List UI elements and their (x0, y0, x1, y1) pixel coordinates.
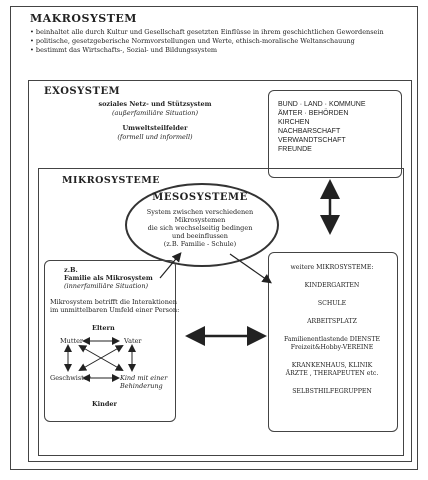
family-label: Familie als Mikrosystem (64, 274, 153, 282)
microsystem-item: KRANKENHAUS, KLINIK ÄRZTE , THERAPEUTEN etc. (285, 362, 379, 377)
kind-label: Kind mit einer Behinderung (120, 374, 168, 390)
makro-bullet: • bestimmt das Wirtschafts-, Sozial- und Bildungssystem (30, 46, 410, 55)
microsystem-item: KINDERGARTEN (304, 282, 360, 289)
institution-item: KIRCHEN (278, 119, 310, 126)
mutter-label: Mutter (60, 337, 84, 345)
meso-line: (z.B. Familie - Schule) (163, 240, 237, 248)
geschwister-label: Geschwister (50, 374, 91, 382)
makrosystem-title: MAKROSYSTEM (30, 12, 137, 25)
exosystem-title: EXOSYSTEM (44, 86, 121, 97)
eltern-label: Eltern (92, 324, 115, 332)
meso-line: und beeinflussen (172, 232, 228, 240)
family-eg: z.B. (64, 266, 78, 274)
institution-item: ÄMTER · BEHÖRDEN (278, 110, 349, 117)
makro-bullet: • politische, gesetzgeberische Normvorstellungen und Werte, ethisch-moralische Weltanschauung (30, 37, 410, 46)
microsystem-item: SELBSTHILFEGRUPPEN (292, 388, 372, 395)
environment-label: Umweltsteilfelder (122, 124, 188, 132)
vater-label: Vater (124, 337, 142, 345)
family-desc-line: Mikrosystem betrifft die Interaktionen (50, 298, 177, 306)
microsystem-item: Familienentlastende DIENSTE Freizeit&Hobby-VEREINE (284, 336, 380, 351)
institution-item: NACHBARSCHAFT (278, 128, 341, 135)
social-net-label: soziales Netz- und Stützsystem (98, 100, 212, 108)
microsystem-item: ARBEITSPLATZ (307, 318, 357, 325)
social-net-sub: (außerfamiliäre Situation) (111, 109, 198, 117)
meso-line: die sich wechselseitig bedingen (147, 224, 253, 232)
family-desc-line: im unmittelbaren Umfeld einer Person: (50, 306, 180, 314)
meso-line: System zwischen verschiedenen Mikrosystemen (146, 208, 254, 224)
meso-others-arrow (230, 254, 270, 282)
mesosysteme-title: MESOSYSTEME (152, 192, 248, 203)
institution-item: BUND · LAND · KOMMUNE (278, 101, 366, 108)
microsystem-item: SCHULE (317, 300, 347, 307)
family-label-sub: (innerfamiliäre Situation) (64, 282, 149, 290)
makro-bullet: • beinhaltet alle durch Kultur und Gesellschaft gesetzten Einflüsse in ihrem geschichtlichen Gewordensein (30, 28, 410, 37)
kinder-label: Kinder (92, 400, 117, 408)
institution-item: VERWANDTSCHAFT (278, 137, 346, 144)
environment-sub: (formell und informell) (117, 133, 193, 141)
institution-item: FREUNDE (278, 146, 312, 153)
mikrosysteme-title: MIKROSYSTEME (62, 175, 160, 186)
microsystem-item: weitere MIKROSYSTEME: (290, 264, 374, 271)
meso-family-arrow (160, 254, 180, 278)
